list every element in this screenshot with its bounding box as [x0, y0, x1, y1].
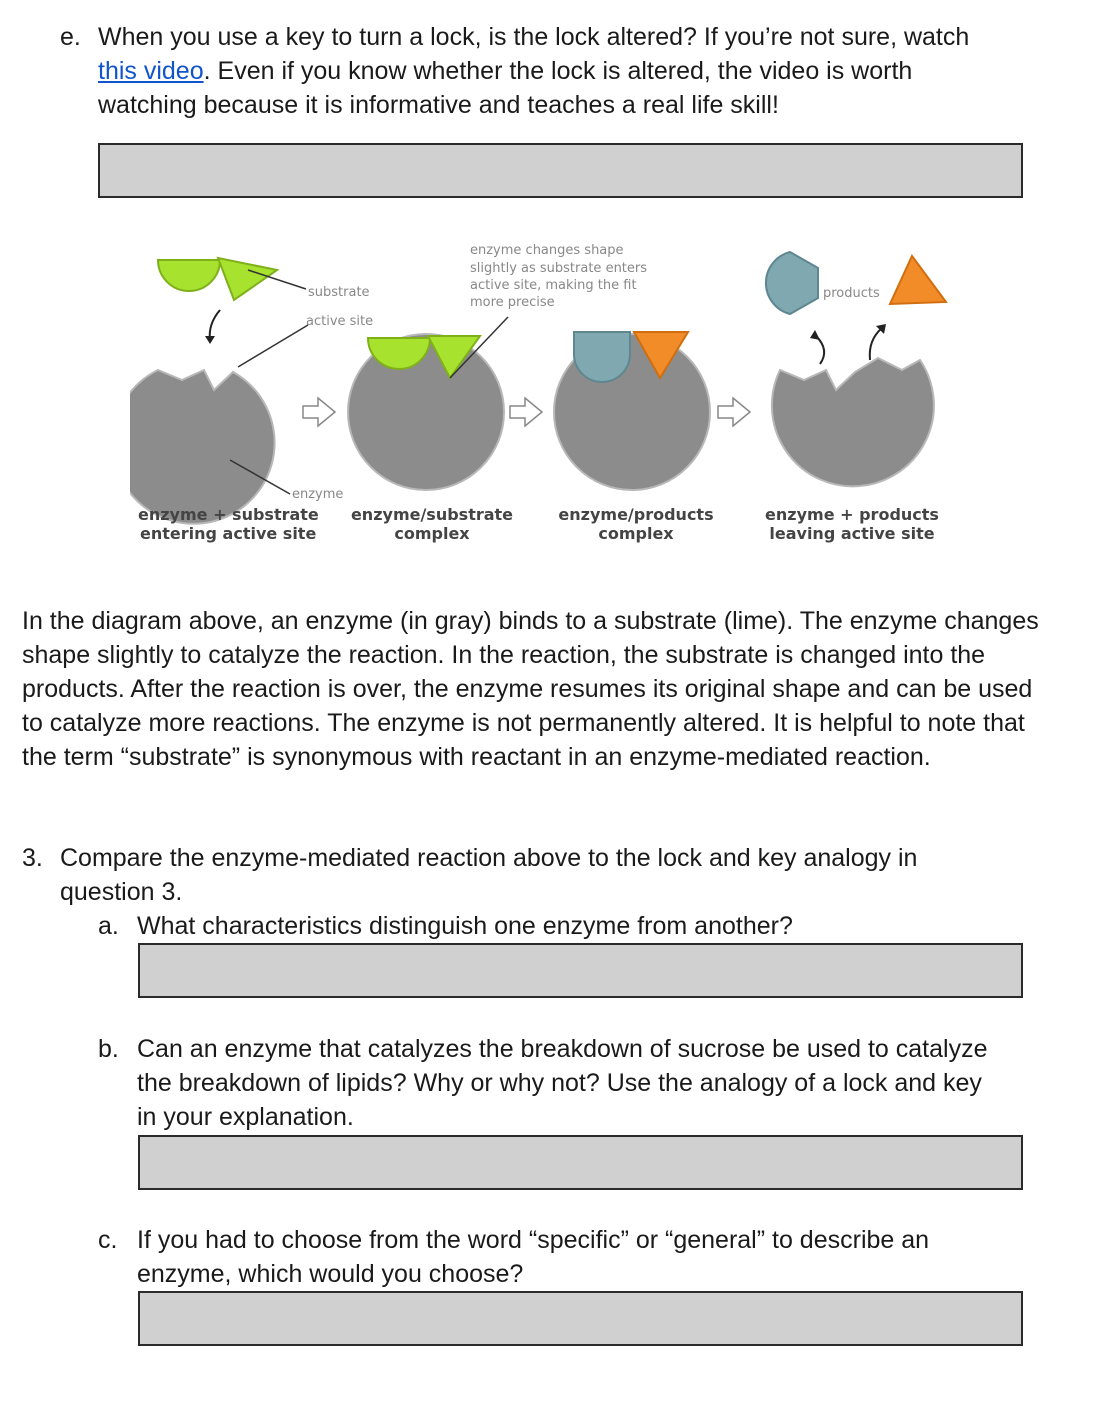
- up-arrow-icon-1: [816, 336, 824, 364]
- answer-box-c[interactable]: [138, 1291, 1023, 1346]
- question-c-marker: c.: [98, 1226, 118, 1254]
- question-3-line1: Compare the enzyme-mediated reaction above to the lock and key analogy in: [60, 844, 918, 872]
- question-a-marker: a.: [98, 912, 119, 940]
- question-c-line2: enzyme, which would you choose?: [137, 1260, 524, 1288]
- label-substrate: substrate: [308, 285, 370, 300]
- down-arrow-icon: [210, 310, 220, 340]
- note-line-4: more precise: [470, 295, 555, 310]
- question-e: [60, 20, 1060, 122]
- product-blue: [766, 252, 818, 314]
- note-line-1: enzyme changes shape: [470, 243, 624, 258]
- stage-4-line1: enzyme + products: [765, 505, 939, 524]
- stage-3-line2: complex: [598, 524, 674, 543]
- substrate-triangle: [218, 258, 277, 300]
- answer-box-e[interactable]: [98, 143, 1023, 198]
- label-active-site: active site: [306, 314, 374, 329]
- question-b: [98, 1032, 1058, 1134]
- label-products: products: [823, 286, 880, 301]
- question-a-text: What characteristics distinguish one enzyme from another?: [137, 912, 793, 940]
- question-3: [22, 841, 1022, 909]
- stage-4-line2: leaving active site: [769, 524, 935, 543]
- answer-box-a[interactable]: [138, 943, 1023, 998]
- question-a: [98, 909, 1058, 943]
- enzyme-shape-2: [348, 334, 504, 490]
- note-line-3: active site, making the fit: [470, 278, 637, 293]
- question-c: [98, 1223, 1058, 1291]
- right-arrow-icon-3: [718, 398, 750, 426]
- question-e-line3: watching because it is informative and teaches a real life skill!: [98, 91, 779, 119]
- stage-2-line1: enzyme/substrate: [350, 505, 514, 524]
- stage-1-line2: entering active site: [140, 524, 317, 543]
- explanation-paragraph: In the diagram above, an enzyme (in gray) binds to a substrate (lime). The enzyme changes shape slightly to catalyze the reaction. In the reaction, the substrate is changed into the products. After the reaction is over, the enzyme resumes its original shape and can be used to catalyze more reactions. The enzyme is not permanently altered. It is helpful to note that the term “substrate” is synonymous with reactant in an enzyme-mediated reaction.: [22, 607, 1039, 771]
- question-b-line1: Can an enzyme that catalyzes the breakdown of sucrose be used to catalyze: [137, 1035, 988, 1063]
- question-3-line2: question 3.: [60, 878, 183, 906]
- question-b-marker: b.: [98, 1035, 119, 1063]
- substrate-shape: [158, 260, 220, 291]
- right-arrow-icon-1: [303, 398, 335, 426]
- question-3-marker: 3.: [22, 844, 43, 872]
- up-arrow-icon-2: [870, 328, 882, 360]
- question-c-line1: If you had to choose from the word “specific” or “general” to describe an: [137, 1226, 930, 1254]
- question-b-line3: in your explanation.: [137, 1103, 354, 1131]
- stage-1-line1: enzyme + substrate: [138, 505, 319, 524]
- enzyme-diagram: [130, 232, 960, 552]
- answer-box-b[interactable]: [138, 1135, 1023, 1190]
- product-orange: [890, 256, 946, 304]
- question-e-line2: . Even if you know whether the lock is altered, the video is worth: [203, 57, 913, 85]
- label-enzyme: enzyme: [292, 487, 344, 502]
- question-e-line1: When you use a key to turn a lock, is the lock altered? If you’re not sure, watch: [98, 23, 970, 51]
- this-video-link[interactable]: this video: [98, 57, 204, 85]
- stage-3-line1: enzyme/products: [558, 505, 714, 524]
- right-arrow-icon-2: [510, 398, 542, 426]
- enzyme-shape-1: [130, 370, 275, 524]
- enzyme-shape-4: [772, 358, 934, 486]
- question-b-line2: the breakdown of lipids? Why or why not? Use the analogy of a lock and key: [137, 1069, 982, 1097]
- question-e-marker: e.: [60, 23, 81, 51]
- note-line-2: slightly as substrate enters: [470, 261, 648, 276]
- product-blue-bound: [574, 332, 630, 382]
- stage-2-line2: complex: [394, 524, 470, 543]
